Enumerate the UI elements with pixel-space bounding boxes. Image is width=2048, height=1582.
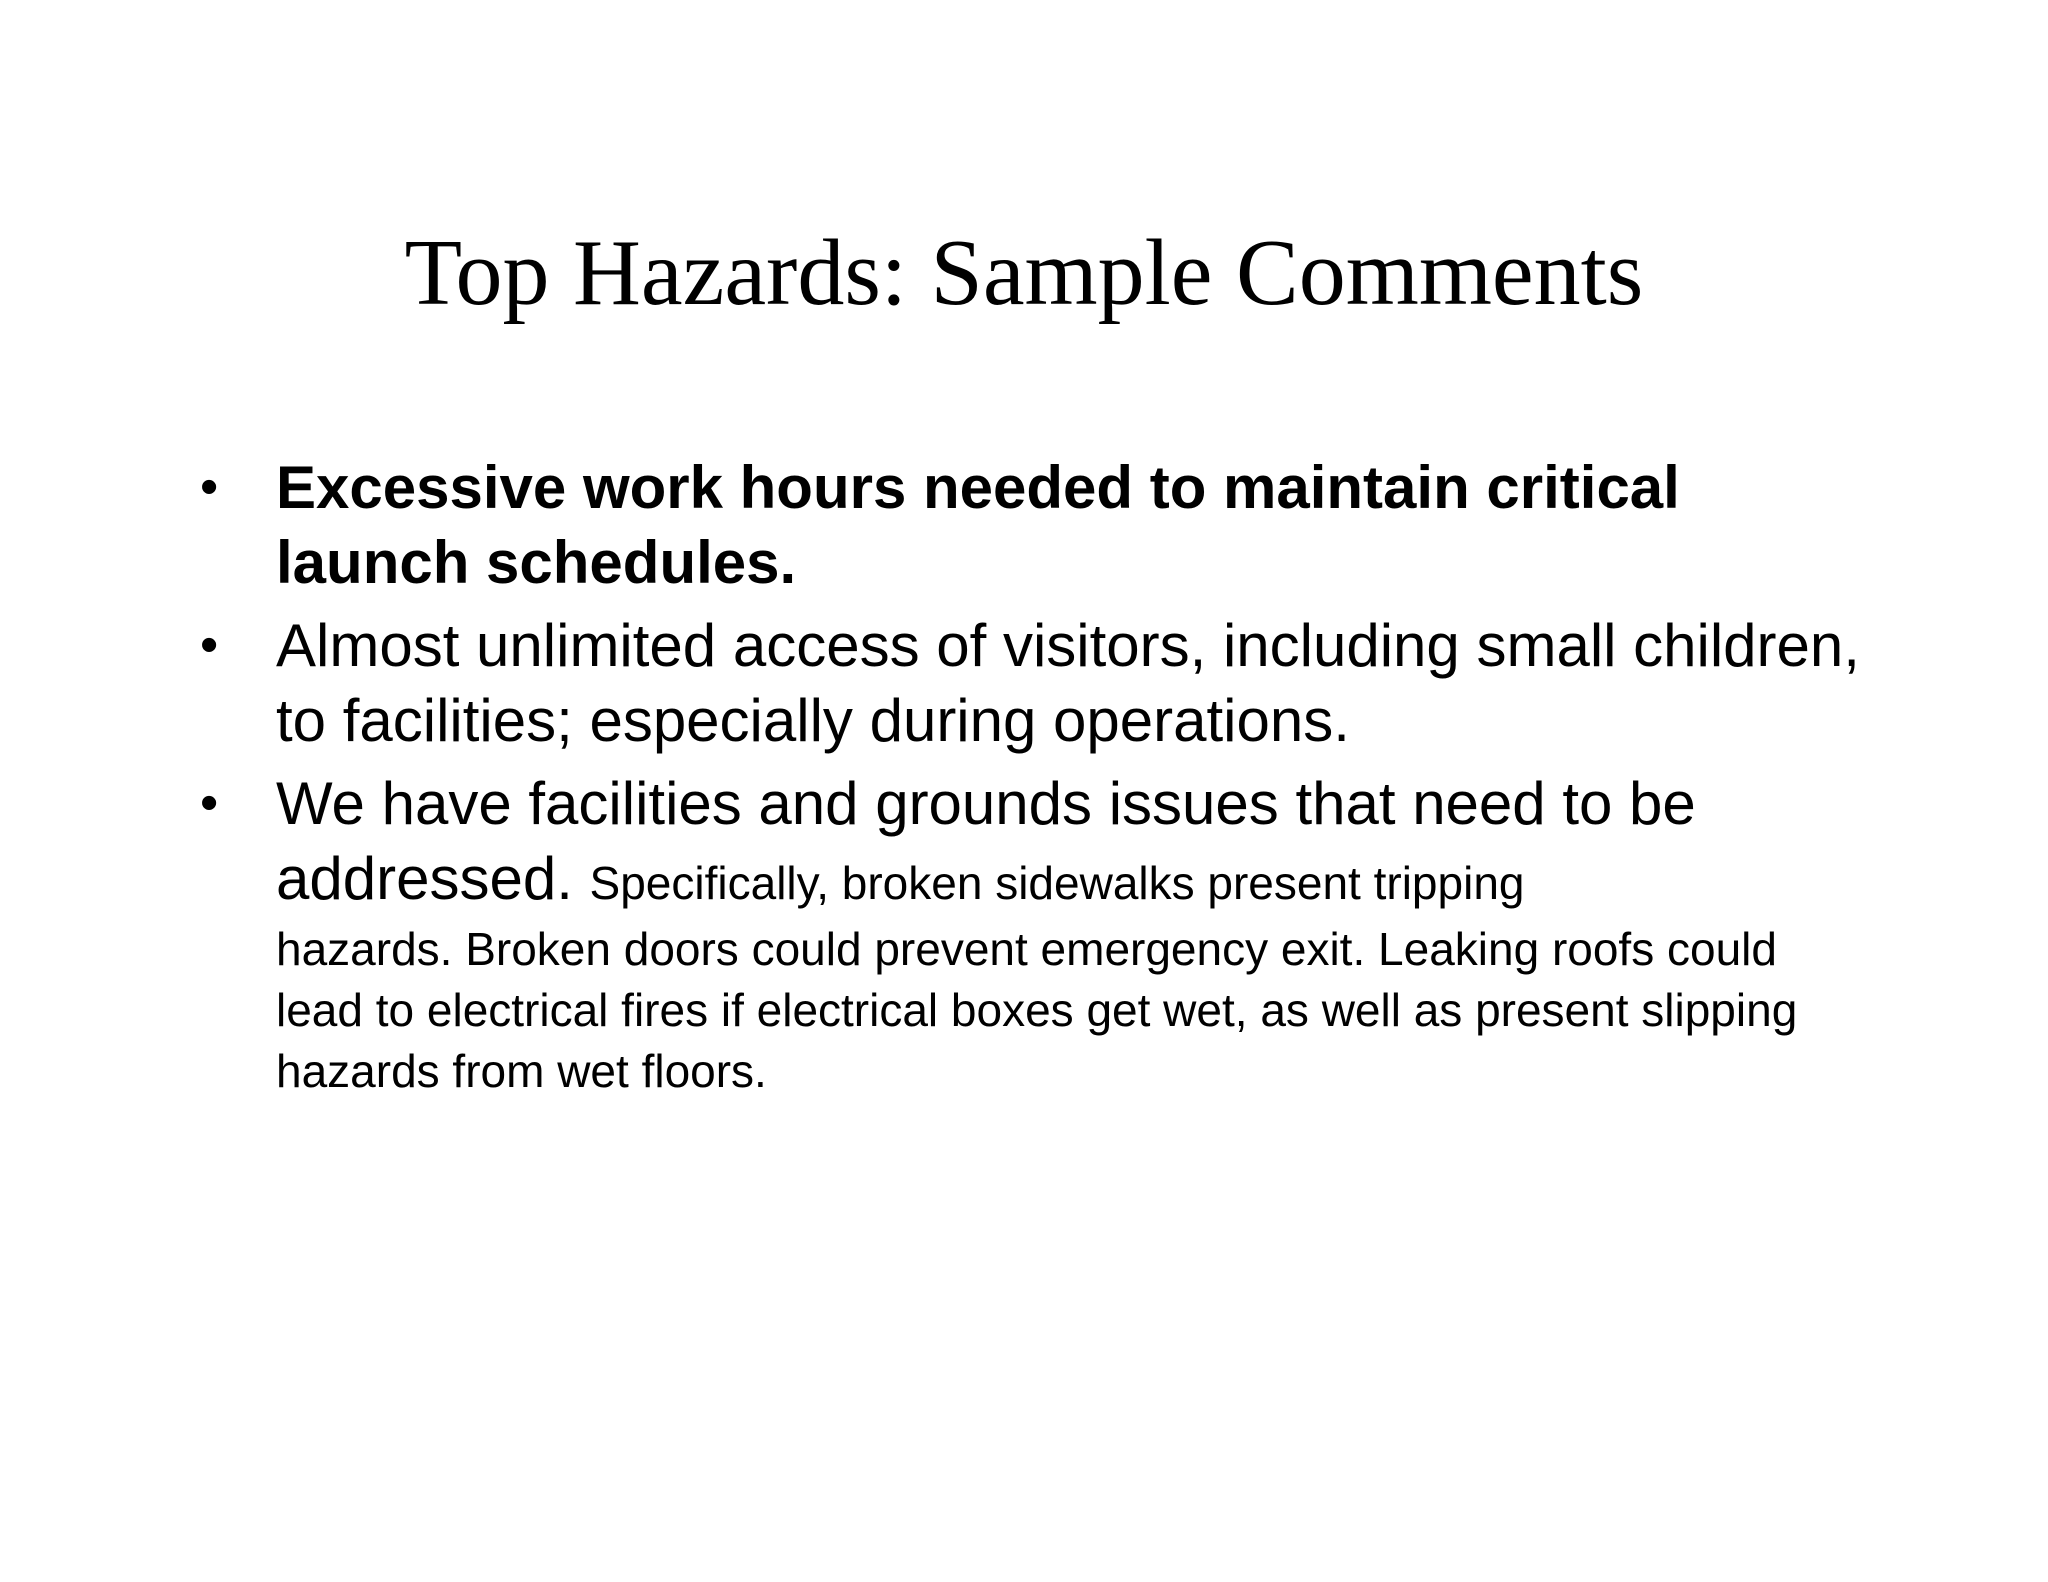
- bullet-text: Almost unlimited access of visitors, including small children, to facilities; especially during operations.: [276, 612, 1860, 754]
- bullet-text: We have facilities and grounds issues that need to be addressed.: [276, 770, 1696, 912]
- bullet-detail-first-line: Specifically, broken sidewalks present tripping: [589, 857, 1525, 909]
- bullet-item-visitor-access: [196, 608, 1876, 758]
- bullet-icon: •: [200, 774, 219, 832]
- slide-title: Top Hazards: Sample Comments: [404, 221, 1644, 325]
- bullet-detail-text: hazards. Broken doors could prevent emergency exit. Leaking roofs could lead to electrical fires if electrical boxes get wet, as well as present slipping hazards from wet floors.: [276, 923, 1798, 1097]
- bullet-list: [196, 450, 1876, 1102]
- bullet-text: Excessive work hours needed to maintain critical launch schedules.: [276, 454, 1680, 596]
- bullet-item-work-hours: [196, 450, 1876, 600]
- bullet-icon: •: [200, 458, 219, 516]
- bullet-icon: •: [200, 616, 219, 674]
- bullet-item-facilities-issues: [196, 766, 1876, 1102]
